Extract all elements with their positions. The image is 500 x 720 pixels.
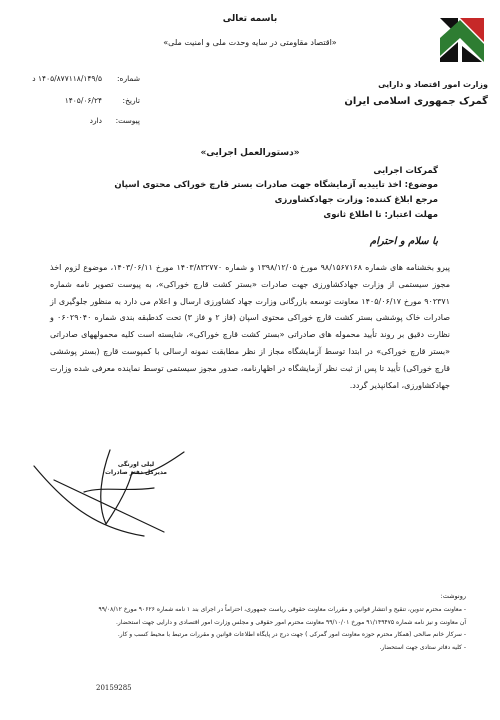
ministry-name: وزارت امور اقتصاد و دارایی [378,80,488,89]
notifier-line: مرجع ابلاغ کننده: وزارت جهادکشاورزی [274,195,438,205]
cc-item: آن معاونت و نیز نامه شماره ۹۱/۱۴۹۴۷۵ مورخ ۹۹/۱۰/۰۱ معاونت محترم امور حقوقی و مجلس وزارت امور اقتصادی و دارایی جهت استحضار. [115,618,466,626]
date-label: تاریخ: [122,96,140,105]
date-value: ۱۴۰۵/۰۶/۲۴ [64,96,102,105]
letter-title: «دستورالعمل اجرایی» [200,148,300,158]
signer-role: مدیرکل دفتر صادرات [104,469,168,476]
signature-icon [14,432,204,542]
attachment-value: دارد [89,116,102,125]
attachment-label: پیوست: [115,116,140,125]
signer-name: لیلی اورنگی [117,461,155,468]
recipient-line: گمرکات اجرایی [373,166,438,176]
letter-date [30,96,140,106]
number-value: ۱۴۰۵/۸۷۷۱۱۸/۱۴۹/۵ د [32,74,102,83]
cc-title: رونوشت: [440,592,466,600]
basmala-heading: باسمه تعالی [222,14,278,24]
validity-line: مهلت اعتبار: تا اطلاع ثانوی [323,210,438,220]
greeting-handwritten: با سلام و احترام [369,236,438,247]
letter-attachment [30,116,140,126]
cc-list [16,604,466,654]
cc-item: - کلیه دفاتر ستادی جهت استحضار. [379,643,466,651]
number-label: شماره: [117,74,140,83]
customs-logo-icon [436,16,488,64]
subject-line: موضوع: اخذ تاییدیه آزمایشگاه جهت صادرات بستر قارچ خوراکی محتوی اسپان [114,180,438,190]
document-number: 20159285 [96,684,132,692]
letter-number [30,74,140,84]
customs-name: گمرک جمهوری اسلامی ایران [344,96,488,107]
letter-body: پیرو بخشنامه های شماره ۹۸/۱۵۶۷۱۶۸ مورخ ۱۳۹۸/۱۲/۰۵ و شماره ۱۴۰۳/۸۳۲۷۷۰ مورخ ۱۴۰۳/۰۶/۱۱، موضوع لزوم اخذ مجوز سیستمی از وزارت جهادکشاورزی جهت صادرات «بستر کشت قارچ خوراکی»، به پیوست تصویر نامه شماره ۹۰۲۳۷۱ مورخ ۱۴۰۵/۰۶/۱۷ معاونت توسعه بازرگانی وزارت جهاد کشاورزی ارسال و اعلام می دارد به منظور جلوگیری از صادرات خاک پوششی بستر کشت قارچ خوراکی محتوی اسپان (فاز ۲ و فاز ۳) تحت کدطبقه بندی شماره ۰۶۰۲۹۰۴۰ و نظارت دقیق بر روند تأیید محموله های صادراتی «بستر کشت قارچ خوراکی»، شایسته است کلیه محمولههای صادراتی «بستر قارچ خوراکی» در ابتدا توسط آزمایشگاه مجاز از نظر مطابقت نمونه ارسالی با کمپوست قارچ (بستر پوششی قارچ خوراکی) تأیید تا پس از ثبت نظر آزمایشگاه در اظهارنامه، صدور مجوز سیستمی توسط نماینده معرفی شده وزارت جهادکشاورزی، امکانپذیر گردد. [50,263,451,390]
cc-item: - سرکار خانم صالحی (همکار محترم حوزه معاونت امور گمرکی ) جهت درج در پایگاه اطلاعات قوانین و مقررات مرتبط با محیط کسب و کار. [117,631,466,638]
slogan-line: «اقتصاد مقاومتی در سایه وحدت ملی و امنیت ملی» [163,38,337,47]
cc-item: - معاونت محترم تدوین، تنقیح و انتشار قوانین و مقررات معاونت حقوقی ریاست جمهوری، احتراماً در اجرای بند ۱ نامه شماره ۹۰۶۲۶ مورخ ۹۹/۰۸/۱۲ [98,606,466,613]
